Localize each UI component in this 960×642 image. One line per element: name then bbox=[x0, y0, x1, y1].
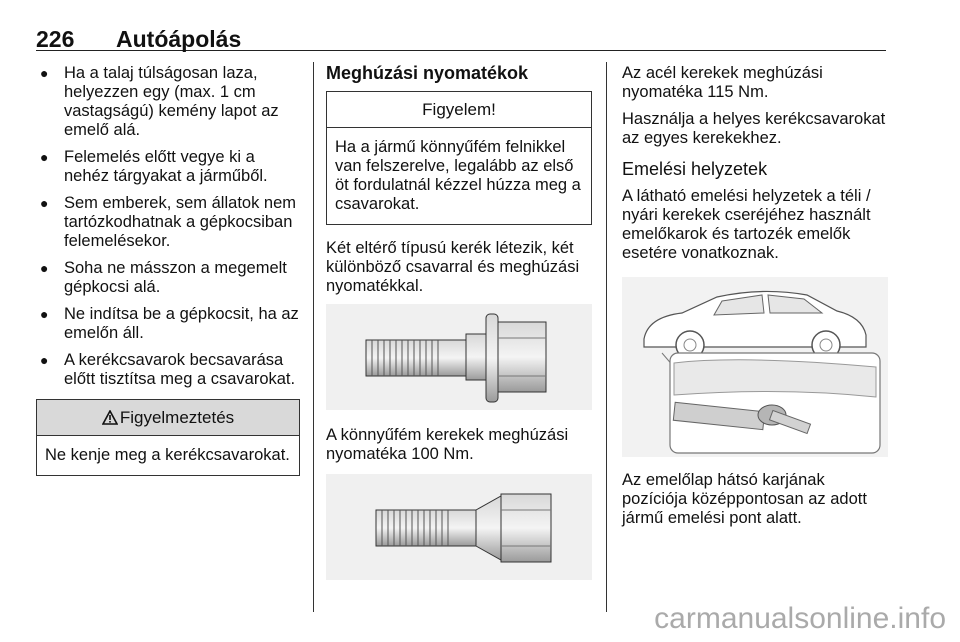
page-header bbox=[36, 14, 886, 51]
column-1 bbox=[36, 64, 300, 476]
list-item: ● Sem emberek, sem állatok nem tartózkodhatnak a gépkocsiban felemelésekor. bbox=[40, 194, 297, 250]
paragraph: A látható emelési helyzetek a téli / nyári kerekek cseréjéhez használt emelőkarok és tartozék emelők esetére vonatkoznak. bbox=[622, 187, 871, 262]
paragraph: A könnyűfém kerekek meghúzási nyomatéka 100 Nm. bbox=[326, 426, 569, 463]
section-heading: Emelési helyzetek bbox=[622, 159, 768, 179]
list-item: ● A kerékcsavarok becsavarása előtt tisztítsa meg a csavarokat. bbox=[40, 351, 296, 388]
section-title: Autóápolás bbox=[116, 26, 242, 52]
list-item: ● Ha a talaj túlságosan laza, helyezzen egy (max. 1 cm vastagságú) kemény lapot az emelő alá. bbox=[40, 64, 279, 139]
note-box bbox=[326, 91, 592, 225]
column-3 bbox=[622, 64, 888, 536]
paragraph: Az acél kerekek meghúzási nyomatéka 115 Nm. bbox=[622, 64, 823, 101]
column-divider bbox=[606, 62, 607, 612]
warning-box bbox=[36, 399, 300, 476]
paragraph: Az emelőlap hátsó karjának pozíciója középpontosan az adott jármű emelési pont alatt. bbox=[622, 471, 867, 527]
bolt-illustration bbox=[326, 304, 592, 410]
column-2 bbox=[326, 64, 592, 588]
bolt-illustration bbox=[326, 474, 592, 580]
watermark: carmanualsonline.info bbox=[654, 602, 946, 635]
note-title: Figyelem! bbox=[327, 92, 591, 128]
lifting-position-image bbox=[622, 277, 888, 457]
list-item: ● Soha ne másszon a megemelt gépkocsi alá. bbox=[40, 259, 287, 296]
warning-text: Ne kenje meg a kerékcsavarokat. bbox=[45, 446, 290, 464]
warning-title: Figyelmeztetés bbox=[119, 408, 235, 427]
page-number: 226 bbox=[36, 26, 75, 52]
paragraph: Két eltérő típusú kerék létezik, két különböző csavarral és meghúzási nyomatékkal. bbox=[326, 239, 580, 295]
note-text: Ha a jármű könnyűfém felnikkel van felszerelve, legalább az első öt fordulatnál kézzel húzza meg a csavarokat. bbox=[335, 138, 581, 213]
list-item: ● Felemelés előtt vegye ki a nehéz tárgyakat a járműből. bbox=[40, 148, 268, 185]
column-divider bbox=[313, 62, 314, 612]
car-lift-illustration bbox=[622, 277, 888, 457]
alloy-wheel-bolt-image bbox=[326, 304, 592, 410]
list-item: ● Ne indítsa be a gépkocsit, ha az emelőn áll. bbox=[40, 305, 299, 342]
bullet-list bbox=[36, 64, 300, 389]
warning-icon bbox=[102, 410, 118, 425]
paragraph: Használja a helyes kerékcsavarokat az egyes kerekekhez. bbox=[622, 110, 886, 147]
warning-header bbox=[37, 400, 299, 436]
steel-wheel-bolt-image bbox=[326, 474, 592, 580]
section-heading: Meghúzási nyomatékok bbox=[326, 63, 529, 83]
